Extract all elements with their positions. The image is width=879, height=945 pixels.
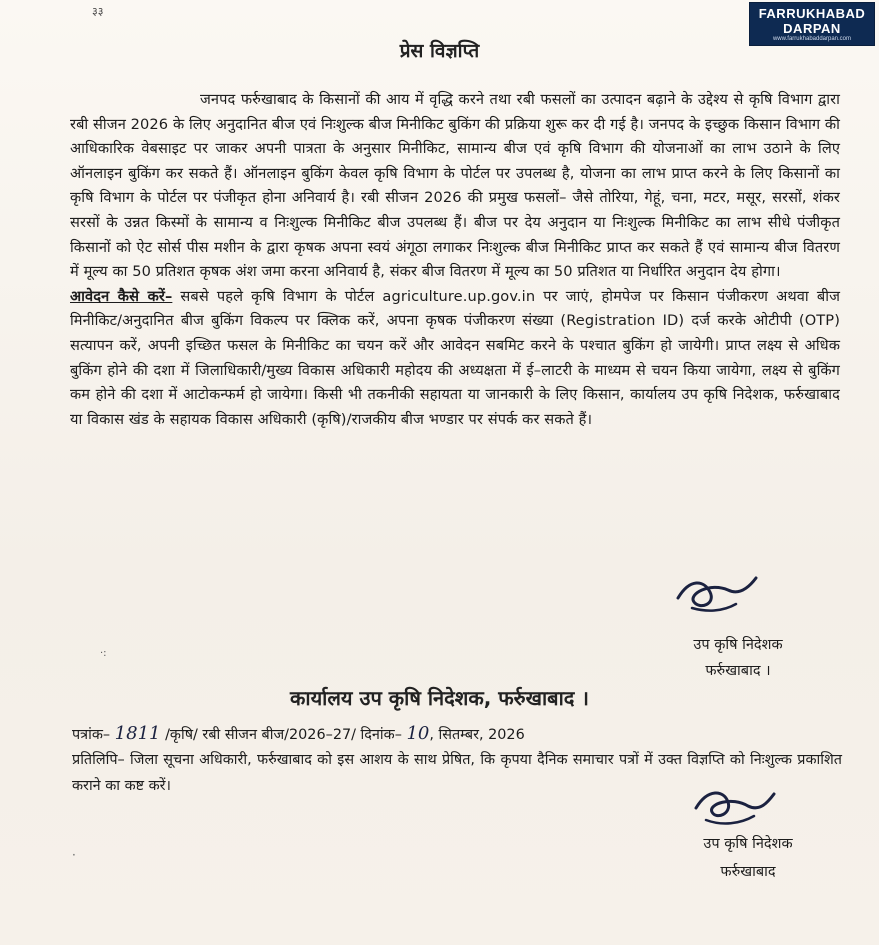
reference-day: 10 [406, 723, 430, 744]
reference-label: पत्रांक– [72, 727, 111, 743]
signatory-place-1: फर्रुखाबाद । [705, 663, 771, 679]
signatory-block-1 [658, 632, 818, 684]
office-heading: कार्यालय उप कृषि निदेशक, फर्रुखाबाद । [290, 686, 589, 710]
brand-line-2: DARPAN [783, 21, 841, 36]
margin-mark: · [72, 848, 76, 862]
paragraph-intro: जनपद फर्रुखाबाद के किसानों की आय में वृद्धि करने तथा रबी फसलों का उत्पादन बढ़ाने के उद्देश्य से कृषि विभाग द्वारा रबी सीजन 2026 के लिए अनुदानित बीज एवं निःशुल्क बीज मिनीकिट बुकिंग की प्रक्रिया शुरू कर दी गई है। जनपद के इच्छुक किसान विभाग की आधिकारिक वेबसाइट पर जाकर अपनी पात्रता के अनुसार मिनीकिट, सामान्य बीज एवं कृषि विभाग की योजनाओं का लाभ उठाने के लिए ऑनलाइन बुकिंग कर सकते हैं। ऑनलाइन बुकिंग केवल कृषि विभाग के पोर्टल पर उपलब्ध है, योजना का लाभ प्राप्त करने के लिए किसानों का कृषि विभाग के पोर्टल पर पंजीकृत होना अनिवार्य है। रबी सीजन 2026 की प्रमुख फसलों– जैसे तोरिया, गेहूं, चना, मटर, मसूर, सरसों, शंकर सरसों के उन्नत किस्मों के सामान्य व निःशुल्क मिनीकिट बीज उपलब्ध हैं। बीज पर देय अनुदान या निःशुल्क मिनीकिट का लाभ सीधे पंजीकृत किसानों को ऐट सोर्स पीस मशीन के द्वारा कृषक अपना स्वयं अंगूठा लगाकर निःशुल्क बीज मिनीकिट प्राप्त कर सकते हैं एवं सामान्य बीज वितरण में मूल्य का 50 प्रतिशत कृषक अंश जमा करना अनिवार्य है, संकर बीज वितरण में मूल्य का 50 प्रतिशत या निर्धारित अनुदान देय होगा। [70, 91, 840, 281]
how-to-apply-heading: आवेदन कैसे करें– [70, 287, 173, 305]
signatory-place-2: फर्रुखाबाद [720, 864, 776, 880]
page-title: प्रेस विज्ञप्ति [399, 40, 480, 62]
corner-mark: ३३ [92, 5, 104, 18]
reference-date: , सितम्बर, 2026 [429, 727, 525, 743]
signatory-designation-2: उप कृषि निदेशक [703, 836, 793, 852]
paragraph-how-to-apply [70, 285, 840, 433]
signature-2 [690, 780, 780, 830]
reference-middle: /कृषि/ रबी सीजन बीज/2026–27/ दिनांक– [165, 727, 407, 743]
letter-body [70, 88, 840, 432]
brand-line-1: FARRUKHABAD [758, 6, 866, 21]
signatory-designation-1: उप कृषि निदेशक [693, 637, 783, 653]
how-to-apply-text: सबसे पहले कृषि विभाग के पोर्टल agriculture.up.gov.in पर जाएं, होमपेज पर किसान पंजीकरण अथवा बीज मिनीकिट/अनुदानित बीज बुकिंग विकल्प पर क्लिक करें, अपना कृषक पंजीकरण संख्या (Registration ID) दर्ज करके ओटीपी (OTP) सत्यापन करें, अपनी इच्छित फसल के मिनीकिट का चयन करें और आवेदन सबमिट करने के पश्चात बुकिंग हो जायेगी। प्राप्त लक्ष्य से अधिक बुकिंग होने की दशा में जिलाधिकारी/मुख्य विकास अधिकारी महोदय की अध्यक्षता में ई–लाटरी के माध्यम से चयन किया जायेगा, लक्ष्य से बुकिंग कम होने की दशा में आटोकन्फर्म हो जायेगा। किसी भी तकनीकी सहायता या जानकारी के लिए किसान, कार्यालय उप कृषि निदेशक, फर्रुखाबाद या विकास खंड के सहायक विकास अधिकारी (कृषि)/राजकीय बीज भण्डार पर संपर्क कर सकते हैं। [70, 287, 841, 428]
reference-line [72, 721, 842, 748]
reference-number: 1811 [114, 723, 161, 744]
stray-mark: ·: [100, 648, 107, 659]
brand-url: www.farrukhabaddarpan.com [772, 36, 852, 42]
signatory-block-2 [668, 830, 828, 886]
signature-1 [670, 568, 760, 618]
copy-to-text: प्रतिलिपि– जिला सूचना अधिकारी, फर्रुखाबाद को इस आशय के साथ प्रेषित, कि कृपया दैनिक समाचार पत्रों में उक्त विज्ञप्ति को निःशुल्क प्रकाशित कराने का कष्ट करें। [72, 752, 842, 794]
